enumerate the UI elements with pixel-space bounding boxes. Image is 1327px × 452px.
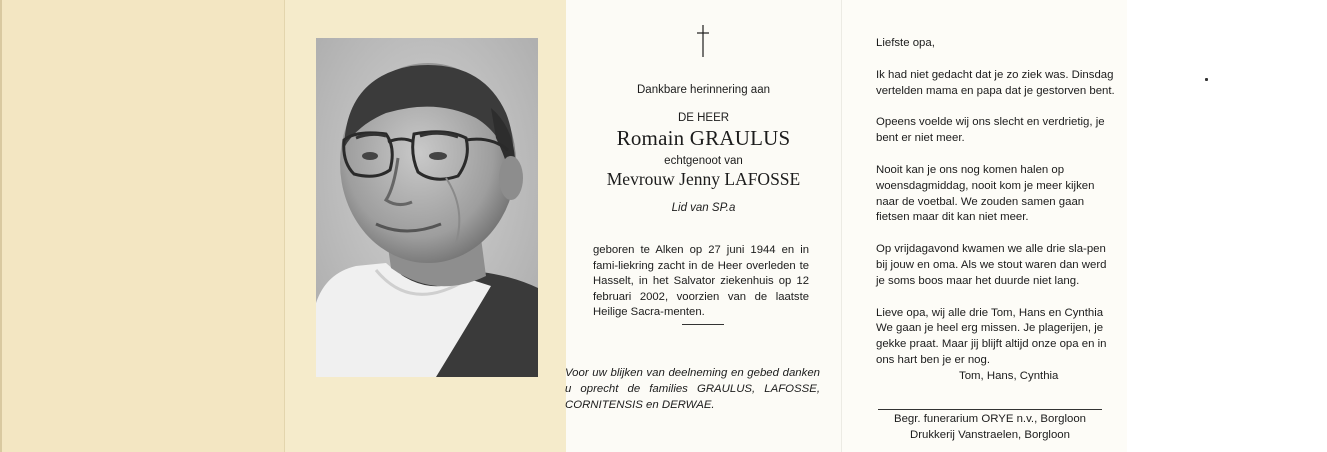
biography: geboren te Alken op 27 juni 1944 en in fami-liekring zacht in de Heer overleden te Hasselt, in het Salvator ziekenhuis op 12 februari 2002, voorzien van de laatste Heilige Sacra-menten. bbox=[593, 244, 809, 319]
poem-stanza: Lieve opa, wij alle drie Tom, Hans en Cynthia We gaan je heel erg missen. Je plagerijen, je gekke praat. Maar jij blijft altijd onze opa en in ons hart ben je er nog. bbox=[876, 306, 1107, 366]
spouse-name: Mevrouw Jenny LAFOSSE bbox=[606, 169, 801, 189]
thanks-text: Voor uw blijken van deelneming en gebed danken u oprecht de families GRAULUS, LAFOSSE, CORNITENSIS en DERWAE. bbox=[565, 367, 820, 411]
intro-line: Dankbare herinnering aan bbox=[637, 84, 770, 96]
portrait-photo bbox=[316, 38, 538, 377]
poem-stanza: Nooit kan je ons nog komen halen op woensdagmiddag, nooit kom je meer kijken naar de voetbal. We zouden samen gaan fietsen maar dit kan niet meer. bbox=[876, 163, 1095, 224]
printer: Drukkerij Vanstraelen, Borgloon bbox=[910, 428, 1070, 441]
footer bbox=[868, 412, 1112, 443]
poem-stanza: Op vrijdagavond kwamen we alle drie sla-pen bij jouw en oma. Als we stout waren dan werd je soms boos maar het duurde niet lang. bbox=[876, 243, 1107, 287]
funeral-home: Begr. funerarium ORYE n.v., Borgloon bbox=[893, 413, 1087, 425]
portrait-image bbox=[316, 38, 538, 377]
membership: Lid van SP.a bbox=[671, 202, 736, 214]
poem-greeting: Liefste opa, bbox=[876, 37, 935, 49]
card-back-panel bbox=[0, 0, 284, 452]
poem-stanza: Ik had niet gedacht dat je zo ziek was. Dinsdag vertelden mama en papa dat je gestorven bent. bbox=[876, 68, 1115, 97]
spouse-intro: echtgenoot van bbox=[664, 155, 743, 167]
poem bbox=[876, 36, 1116, 385]
scan-margin bbox=[1127, 0, 1327, 452]
title-line: DE HEER bbox=[677, 112, 730, 124]
footer-divider bbox=[878, 409, 1102, 410]
poem-stanza: Opeens voelde wij ons slecht en verdrietig, je bent er niet meer. bbox=[876, 116, 1105, 145]
poem-signature: Tom, Hans, Cynthia bbox=[959, 369, 1059, 382]
divider bbox=[682, 324, 724, 325]
deceased-name: Romain GRAULUS bbox=[616, 126, 791, 150]
cross-icon bbox=[686, 24, 720, 58]
scan-speck bbox=[1205, 78, 1208, 81]
